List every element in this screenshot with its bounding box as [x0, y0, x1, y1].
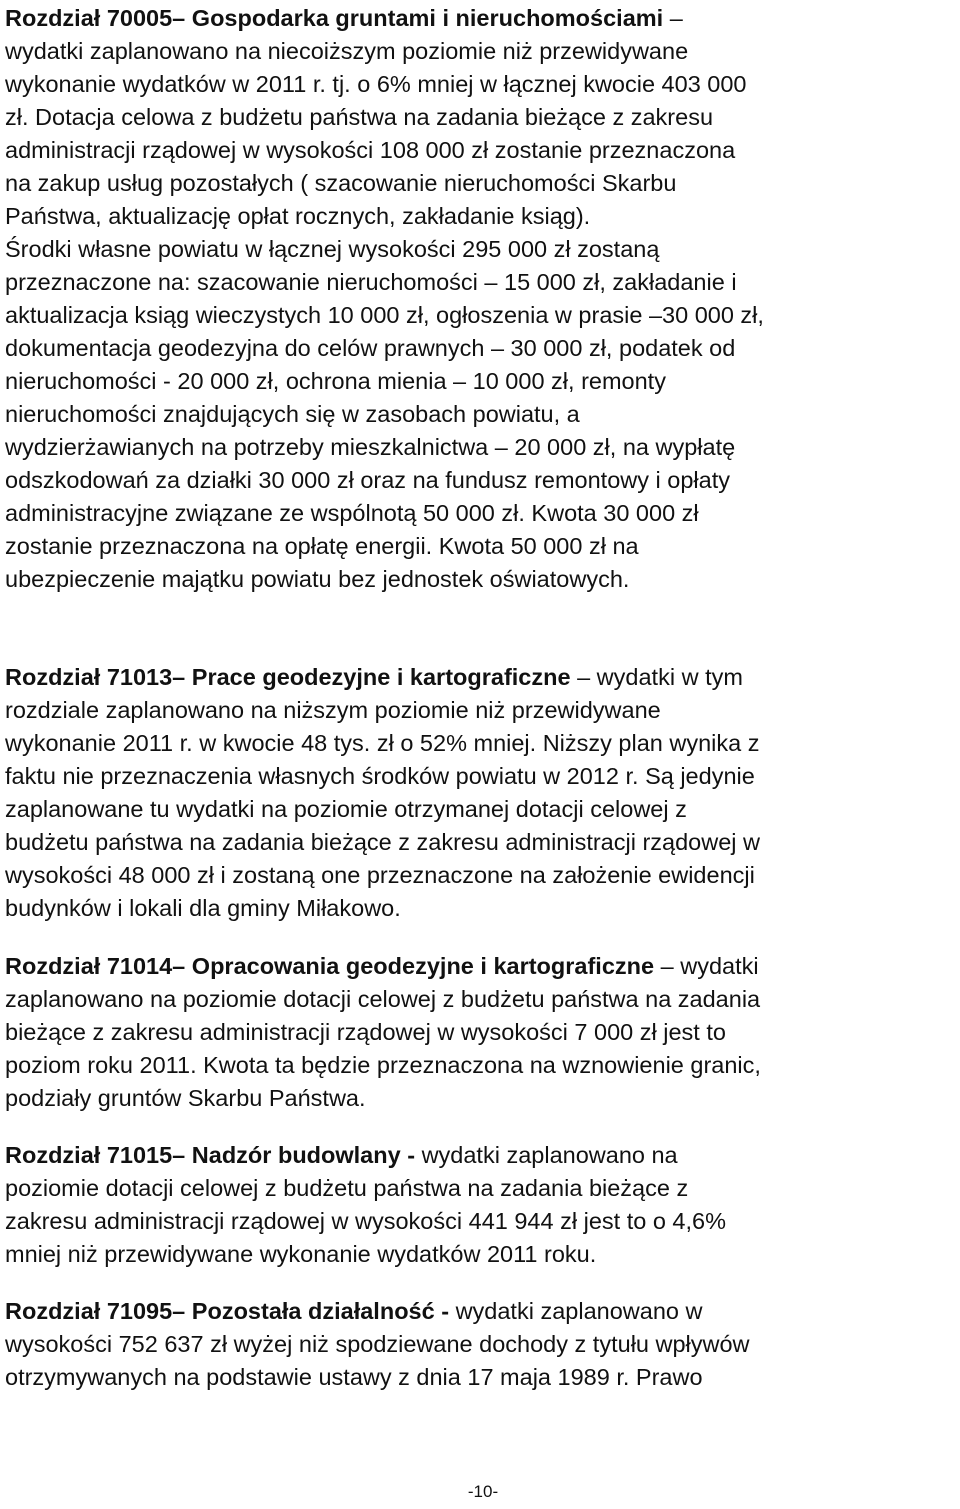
paragraph-line: wykonanie wydatków w 2011 r. tj. o 6% mniej w łącznej kwocie 403 000: [5, 71, 747, 97]
section-71014: [5, 950, 957, 1115]
section-71014-line-0: Rozdział 71014– Opracowania geodezyjne i kartograficzne – wydatki: [5, 953, 759, 979]
paragraph-line: nieruchomości znajdujących się w zasobach powiatu, a: [5, 401, 580, 427]
paragraph-line: wysokości 752 637 zł wyżej niż spodziewane dochody z tytułu wpływów: [5, 1331, 750, 1357]
section-71015-line-0: Rozdział 71015– Nadzór budowlany - wydatki zaplanowano na: [5, 1142, 678, 1168]
section-spacer: [5, 925, 957, 950]
section-71095: [5, 1295, 957, 1394]
paragraph-line: wydatki zaplanowano na niecoiższym poziomie niż przewidywane: [5, 38, 689, 64]
paragraph-line: Środki własne powiatu w łącznej wysokości 295 000 zł zostaną: [5, 236, 660, 262]
section-70005: [5, 2, 957, 596]
paragraph-line: budynków i lokali dla gminy Miłakowo.: [5, 895, 401, 921]
paragraph-line: administracyjne związane ze wspólnotą 50 000 zł. Kwota 30 000 zł: [5, 500, 699, 526]
section-71014-title: Rozdział 71014– Opracowania geodezyjne i kartograficzne: [5, 953, 655, 979]
paragraph-line: otrzymywanych na podstawie ustawy z dnia 17 maja 1989 r. Prawo: [5, 1364, 703, 1390]
page-number: -10-: [467, 1482, 499, 1501]
paragraph-line: zł. Dotacja celowa z budżetu państwa na zadania bieżące z zakresu: [5, 104, 714, 130]
paragraph-line: na zakup usług pozostałych ( szacowanie nieruchomości Skarbu: [5, 170, 677, 196]
section-71095-line-0: Rozdział 71095– Pozostała działalność - wydatki zaplanowano w: [5, 1298, 703, 1324]
paragraph-line: odszkodowań za działki 30 000 zł oraz na fundusz remontowy i opłaty: [5, 467, 730, 493]
section-70005-title: Rozdział 70005– Gospodarka gruntami i nieruchomościami: [5, 5, 664, 31]
paragraph-line: faktu nie przeznaczenia własnych środków powiatu w 2012 r. Są jedynie: [5, 763, 755, 789]
paragraph-line: budżetu państwa na zadania bieżące z zakresu administracji rządowej w: [5, 829, 761, 855]
paragraph-line: mniej niż przewidywane wykonanie wydatków 2011 roku.: [5, 1241, 597, 1267]
paragraph-line: zaplanowano na poziomie dotacji celowej z budżetu państwa na zadania: [5, 986, 761, 1012]
paragraph-line: poziom roku 2011. Kwota ta będzie przeznaczona na wznowienie granic,: [5, 1052, 761, 1078]
paragraph-line: podziały gruntów Skarbu Państwa.: [5, 1085, 366, 1111]
paragraph-line: wysokości 48 000 zł i zostaną one przeznaczone na założenie ewidencji: [5, 862, 755, 888]
paragraph-line: przeznaczone na: szacowanie nieruchomości – 15 000 zł, zakładanie i: [5, 269, 737, 295]
paragraph-line: zaplanowane tu wydatki na poziomie otrzymanej dotacji celowej z: [5, 796, 687, 822]
section-70005-line-0: Rozdział 70005– Gospodarka gruntami i nieruchomościami –: [5, 5, 683, 31]
paragraph-line: poziomie dotacji celowej z budżetu państwa na zadania bieżące z: [5, 1175, 689, 1201]
paragraph-line: zakresu administracji rządowej w wysokości 441 944 zł jest to o 4,6%: [5, 1208, 726, 1234]
section-71095-title: Rozdział 71095– Pozostała działalność -: [5, 1298, 450, 1324]
paragraph-line: dokumentacja geodezyjna do celów prawnych – 30 000 zł, podatek od: [5, 335, 736, 361]
paragraph-line: rozdziale zaplanowano na niższym poziomie niż przewidywane: [5, 697, 661, 723]
paragraph-line: nieruchomości - 20 000 zł, ochrona mienia – 10 000 zł, remonty: [5, 368, 666, 394]
paragraph-line: bieżące z zakresu administracji rządowej w wysokości 7 000 zł jest to: [5, 1019, 726, 1045]
document-page: [5, 2, 957, 1394]
paragraph-line: wykonanie 2011 r. w kwocie 48 tys. zł o 52% mniej. Niższy plan wynika z: [5, 730, 760, 756]
section-spacer: [5, 1115, 957, 1139]
section-spacer: [5, 596, 957, 661]
section-spacer: [5, 1271, 957, 1295]
paragraph-line: zostanie przeznaczona na opłatę energii. Kwota 50 000 zł na: [5, 533, 639, 559]
paragraph-line: aktualizacja ksiąg wieczystych 10 000 zł, ogłoszenia w prasie –30 000 zł,: [5, 302, 764, 328]
section-71013-line-0: Rozdział 71013– Prace geodezyjne i kartograficzne – wydatki w tym: [5, 664, 743, 690]
section-71015-title: Rozdział 71015– Nadzór budowlany -: [5, 1142, 416, 1168]
paragraph-line: wydzierżawianych na potrzeby mieszkalnictwa – 20 000 zł, na wypłatę: [5, 434, 736, 460]
section-71015: [5, 1139, 957, 1271]
section-71013: [5, 661, 957, 925]
section-71013-title: Rozdział 71013– Prace geodezyjne i kartograficzne: [5, 664, 571, 690]
paragraph-line: Państwa, aktualizację opłat rocznych, zakładanie ksiąg).: [5, 203, 591, 229]
paragraph-line: administracji rządowej w wysokości 108 000 zł zostanie przeznaczona: [5, 137, 736, 163]
paragraph-line: ubezpieczenie majątku powiatu bez jednostek oświatowych.: [5, 566, 630, 592]
